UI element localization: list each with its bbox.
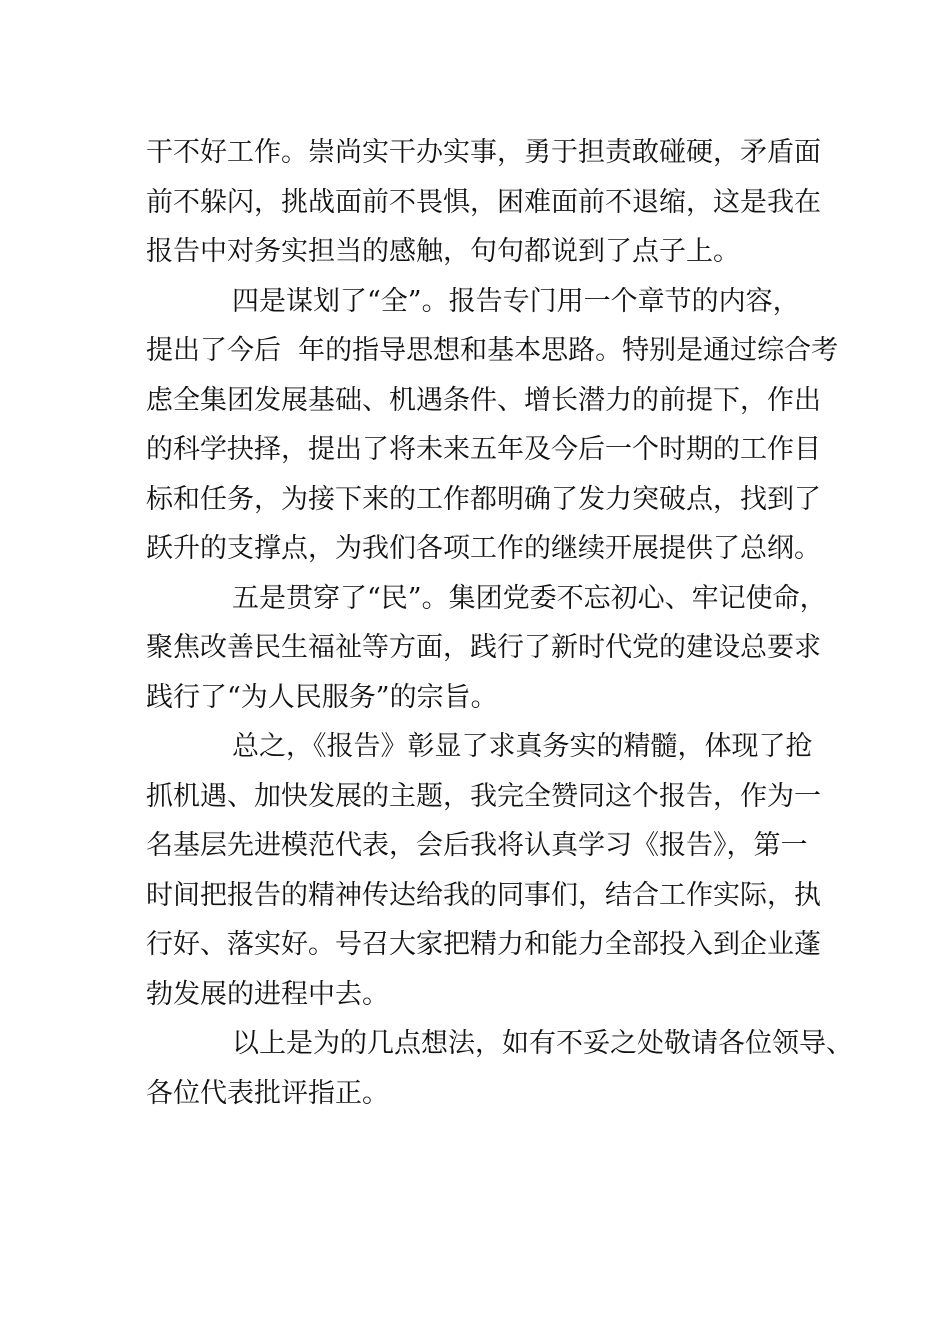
text-line: 跃升的支撑点，为我们各项工作的继续开展提供了总纲。	[146, 533, 821, 564]
paragraph-3	[146, 574, 826, 723]
text-line: 总之，《报告》彰显了求真务实的精髓，体现了抢	[232, 731, 813, 762]
text-line: 勃发展的进程中去。	[146, 978, 389, 1010]
text-line: 的科学抉择，提出了将未来五年及今后一个时期的工作目	[146, 434, 821, 465]
text-line: 四是谋划了“全”。报告专门用一个章节的内容，	[232, 285, 800, 317]
document-body	[146, 128, 853, 1118]
text-line: 时间把报告的精神传达给我的同事们，结合工作实际，执	[146, 879, 821, 911]
text-line: 名基层先进模范代表，会后我将认真学习《报告》，第一	[146, 830, 808, 861]
paragraph-2	[146, 277, 839, 574]
text-line: 报告中对务实担当的感触，句句都说到了点子上。	[146, 236, 740, 267]
text-line: 五是贯穿了“民”。集团党委不忘初心、牢记使命，	[232, 582, 827, 614]
text-line: 前不躲闪，挑战面前不畏惧，困难面前不退缩，这是我在	[146, 186, 821, 218]
text-line: 提出了今后 年的指导思想和基本思路。特别是通过综合考	[146, 335, 839, 366]
text-line: 以上是为的几点想法，如有不妥之处敬请各位领导、	[232, 1028, 853, 1059]
text-line: 践行了“为人民服务”的宗旨。	[146, 681, 498, 713]
text-line: 干不好工作。崇尚实干办实事，勇于担责敢碰硬，矛盾面	[146, 137, 821, 168]
text-line: 虑全集团发展基础、机遇条件、增长潜力的前提下，作出	[146, 384, 821, 416]
text-line: 行好、落实好。号召大家把精力和能力全部投入到企业蓬	[146, 929, 821, 960]
paragraph-1	[146, 128, 826, 277]
text-line: 标和任务，为接下来的工作都明确了发力突破点，找到了	[146, 483, 821, 515]
text-line: 聚焦改善民生福祉等方面，践行了新时代党的建设总要求	[146, 632, 821, 663]
text-line: 各位代表批评指正。	[146, 1077, 389, 1109]
paragraph-4	[146, 722, 826, 1019]
text-line: 抓机遇、加快发展的主题，我完全赞同这个报告，作为一	[146, 780, 821, 812]
paragraph-5	[146, 1019, 853, 1118]
